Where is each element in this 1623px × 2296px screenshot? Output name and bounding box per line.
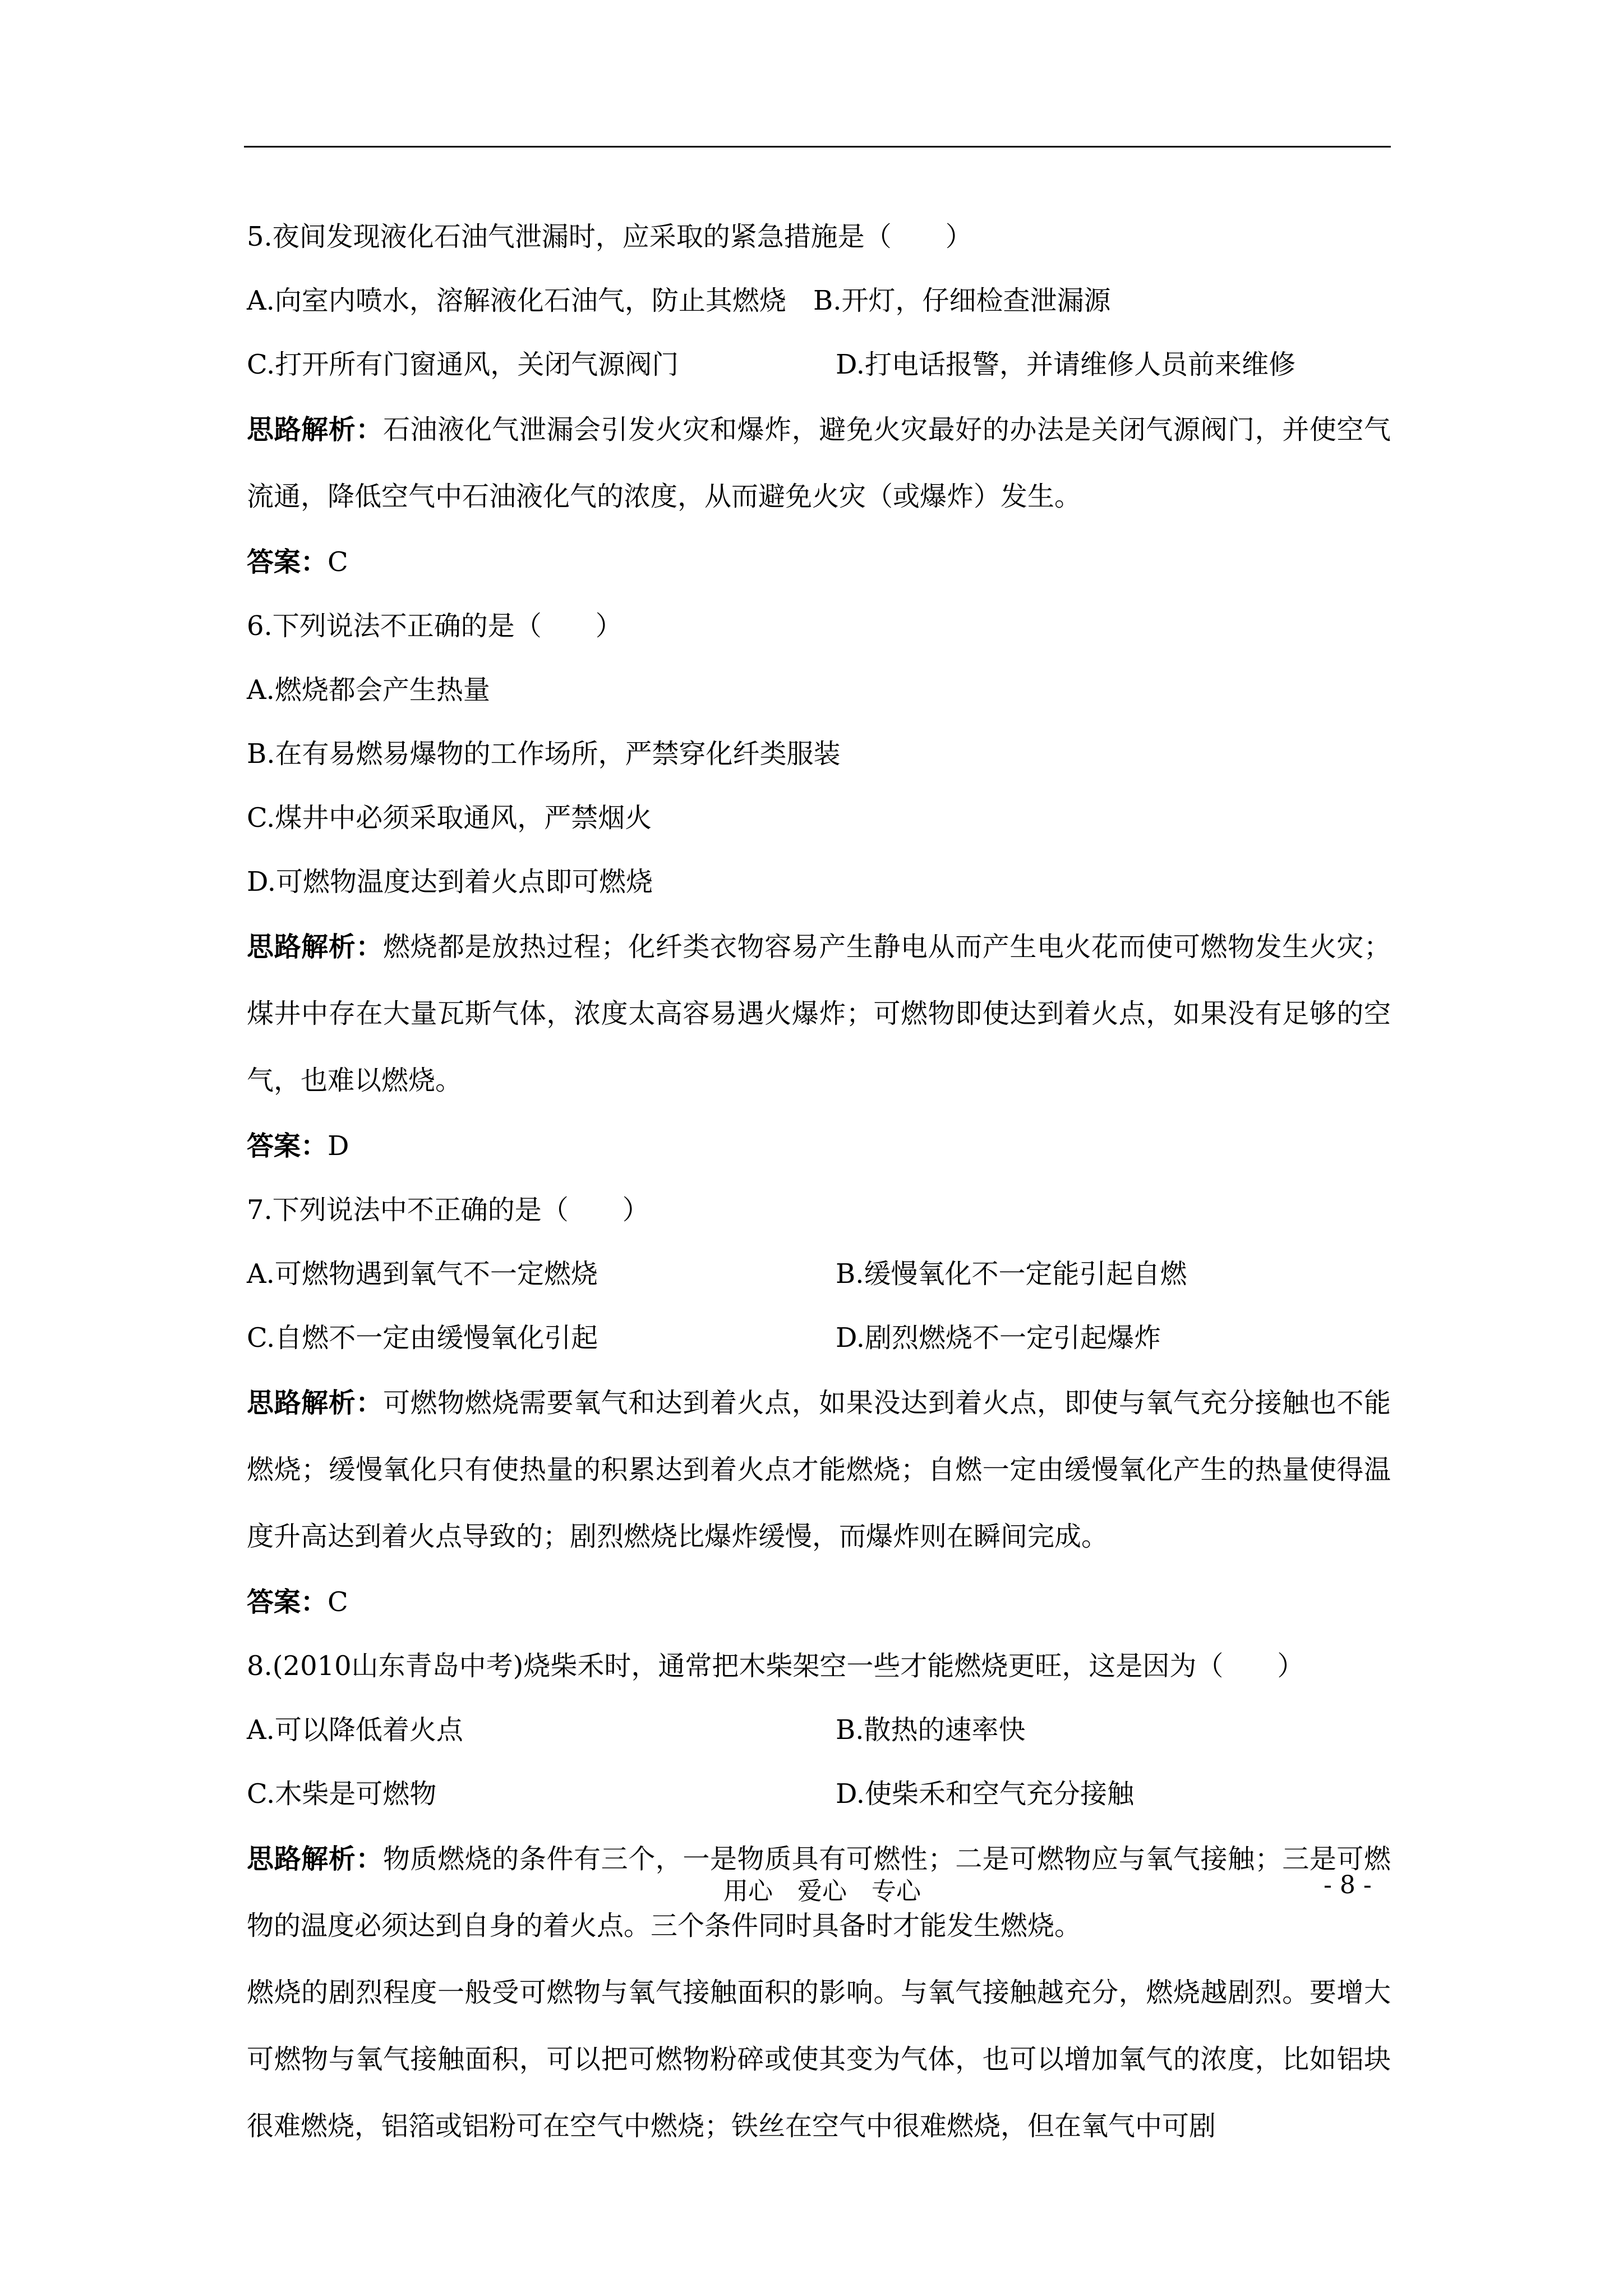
q6-analysis-text: 燃烧都是放热过程；化纤类衣物容易产生静电从而产生电火花而使可燃物发生火灾；煤井中存在大量瓦斯气体，浓度太高容易遇火爆炸；可燃物即使达到着火点，如果没有足够的空气，也难以燃烧。 [247,931,1391,1096]
q5-option-a: A.向室内喷水，溶解液化石油气，防止其燃烧 [247,285,786,316]
footer-motto: 用心 爱心 专心 [723,1877,921,1906]
q5-option-c: C.打开所有门窗通风，关闭气源阀门 [247,349,679,380]
q6-analysis [247,914,1391,1114]
q8-analysis-text: 物质燃烧的条件有三个，一是物质具有可燃性；二是可燃物应与氧气接触；三是可燃物的温度必须达到自身的着火点。三个条件同时具备时才能发生燃烧。 [247,1843,1391,1941]
q6-stem: 6.下列说法不正确的是（ ） [247,610,623,642]
q8-extra-paragraph: 燃烧的剧烈程度一般受可燃物与氧气接触面积的影响。与氧气接触越充分，燃烧越剧烈。要增大可燃物与氧气接触面积，可以把可燃物粉碎或使其变为气体，也可以增加氧气的浓度，比如铝块很难燃烧，铝箔或铝粉可在空气中燃烧；铁丝在空气中很难燃烧，但在氧气中可剧 [247,1977,1391,2142]
q6-option-b: B.在有易燃易爆物的工作场所，严禁穿化纤类服装 [247,738,841,770]
q5-analysis [247,397,1391,530]
q6-analysis-label: 思路解析： [247,931,383,963]
q7-answer-value: C [328,1586,348,1618]
q7-option-a: A.可燃物遇到氧气不一定燃烧 [247,1258,598,1290]
header-rule [244,146,1391,148]
q8-option-c: C.木柴是可燃物 [247,1778,437,1810]
q6-answer [247,1114,1391,1178]
q8-options-row-1 [247,1698,1391,1762]
q7-option-d: D.剧烈燃烧不一定引起爆炸 [836,1322,1161,1354]
q6-answer-value: D [328,1130,349,1162]
q8-stem: 8.(2010山东青岛中考)烧柴禾时，通常把木柴架空一些才能燃烧更旺，这是因为（ ） [247,1650,1304,1682]
q8-option-d: D.使柴禾和空气充分接触 [836,1778,1135,1810]
page-content [247,205,1391,2160]
q7-answer [247,1570,1391,1634]
q5-analysis-text: 石油液化气泄漏会引发火灾和爆炸，避免火灾最好的办法是关闭气源阀门，并使空气流通，降低空气中石油液化气的浓度，从而避免火灾（或爆炸）发生。 [247,414,1391,512]
q5-option-d: D.打电话报警，并请维修人员前来维修 [836,349,1296,380]
q7-answer-label: 答案： [247,1586,328,1618]
q7-option-c: C.自燃不一定由缓慢氧化引起 [247,1322,598,1354]
q7-option-b: B.缓慢氧化不一定能引起自燃 [836,1258,1187,1290]
page-number: - 8 - [1324,1871,1372,1899]
q7-analysis-label: 思路解析： [247,1387,383,1419]
q5-answer-label: 答案： [247,546,328,578]
q8-option-a: A.可以降低着火点 [247,1714,463,1746]
q7-stem: 7.下列说法中不正确的是（ ） [247,1194,649,1226]
q5-options-row-1 [247,269,1391,333]
q5-answer [247,530,1391,594]
q5-option-b: B.开灯，仔细检查泄漏源 [813,285,1111,316]
q6-option-c: C.煤井中必须采取通风，严禁烟火 [247,802,652,834]
q5-analysis-label: 思路解析： [247,414,383,445]
q6-answer-label: 答案： [247,1130,328,1162]
q5-options-row-2 [247,333,1391,397]
q5-stem: 5.夜间发现液化石油气泄漏时，应采取的紧急措施是（ ） [247,221,972,252]
q7-options-row-2 [247,1306,1391,1370]
q8-options-row-2 [247,1762,1391,1826]
q8-analysis-label: 思路解析： [247,1843,383,1875]
q5-answer-value: C [328,546,348,578]
q7-analysis-text: 可燃物燃烧需要氧气和达到着火点，如果没达到着火点，即使与氧气充分接触也不能燃烧；缓慢氧化只有使热量的积累达到着火点才能燃烧；自燃一定由缓慢氧化产生的热量使得温度升高达到着火点导致的；剧烈燃烧比爆炸缓慢，而爆炸则在瞬间完成。 [247,1387,1391,1552]
q6-option-d: D.可燃物温度达到着火点即可燃烧 [247,866,653,898]
q7-analysis [247,1370,1391,1570]
q8-option-b: B.散热的速率快 [836,1714,1026,1746]
q6-option-a: A.燃烧都会产生热量 [247,674,490,706]
q7-options-row-1 [247,1242,1391,1306]
